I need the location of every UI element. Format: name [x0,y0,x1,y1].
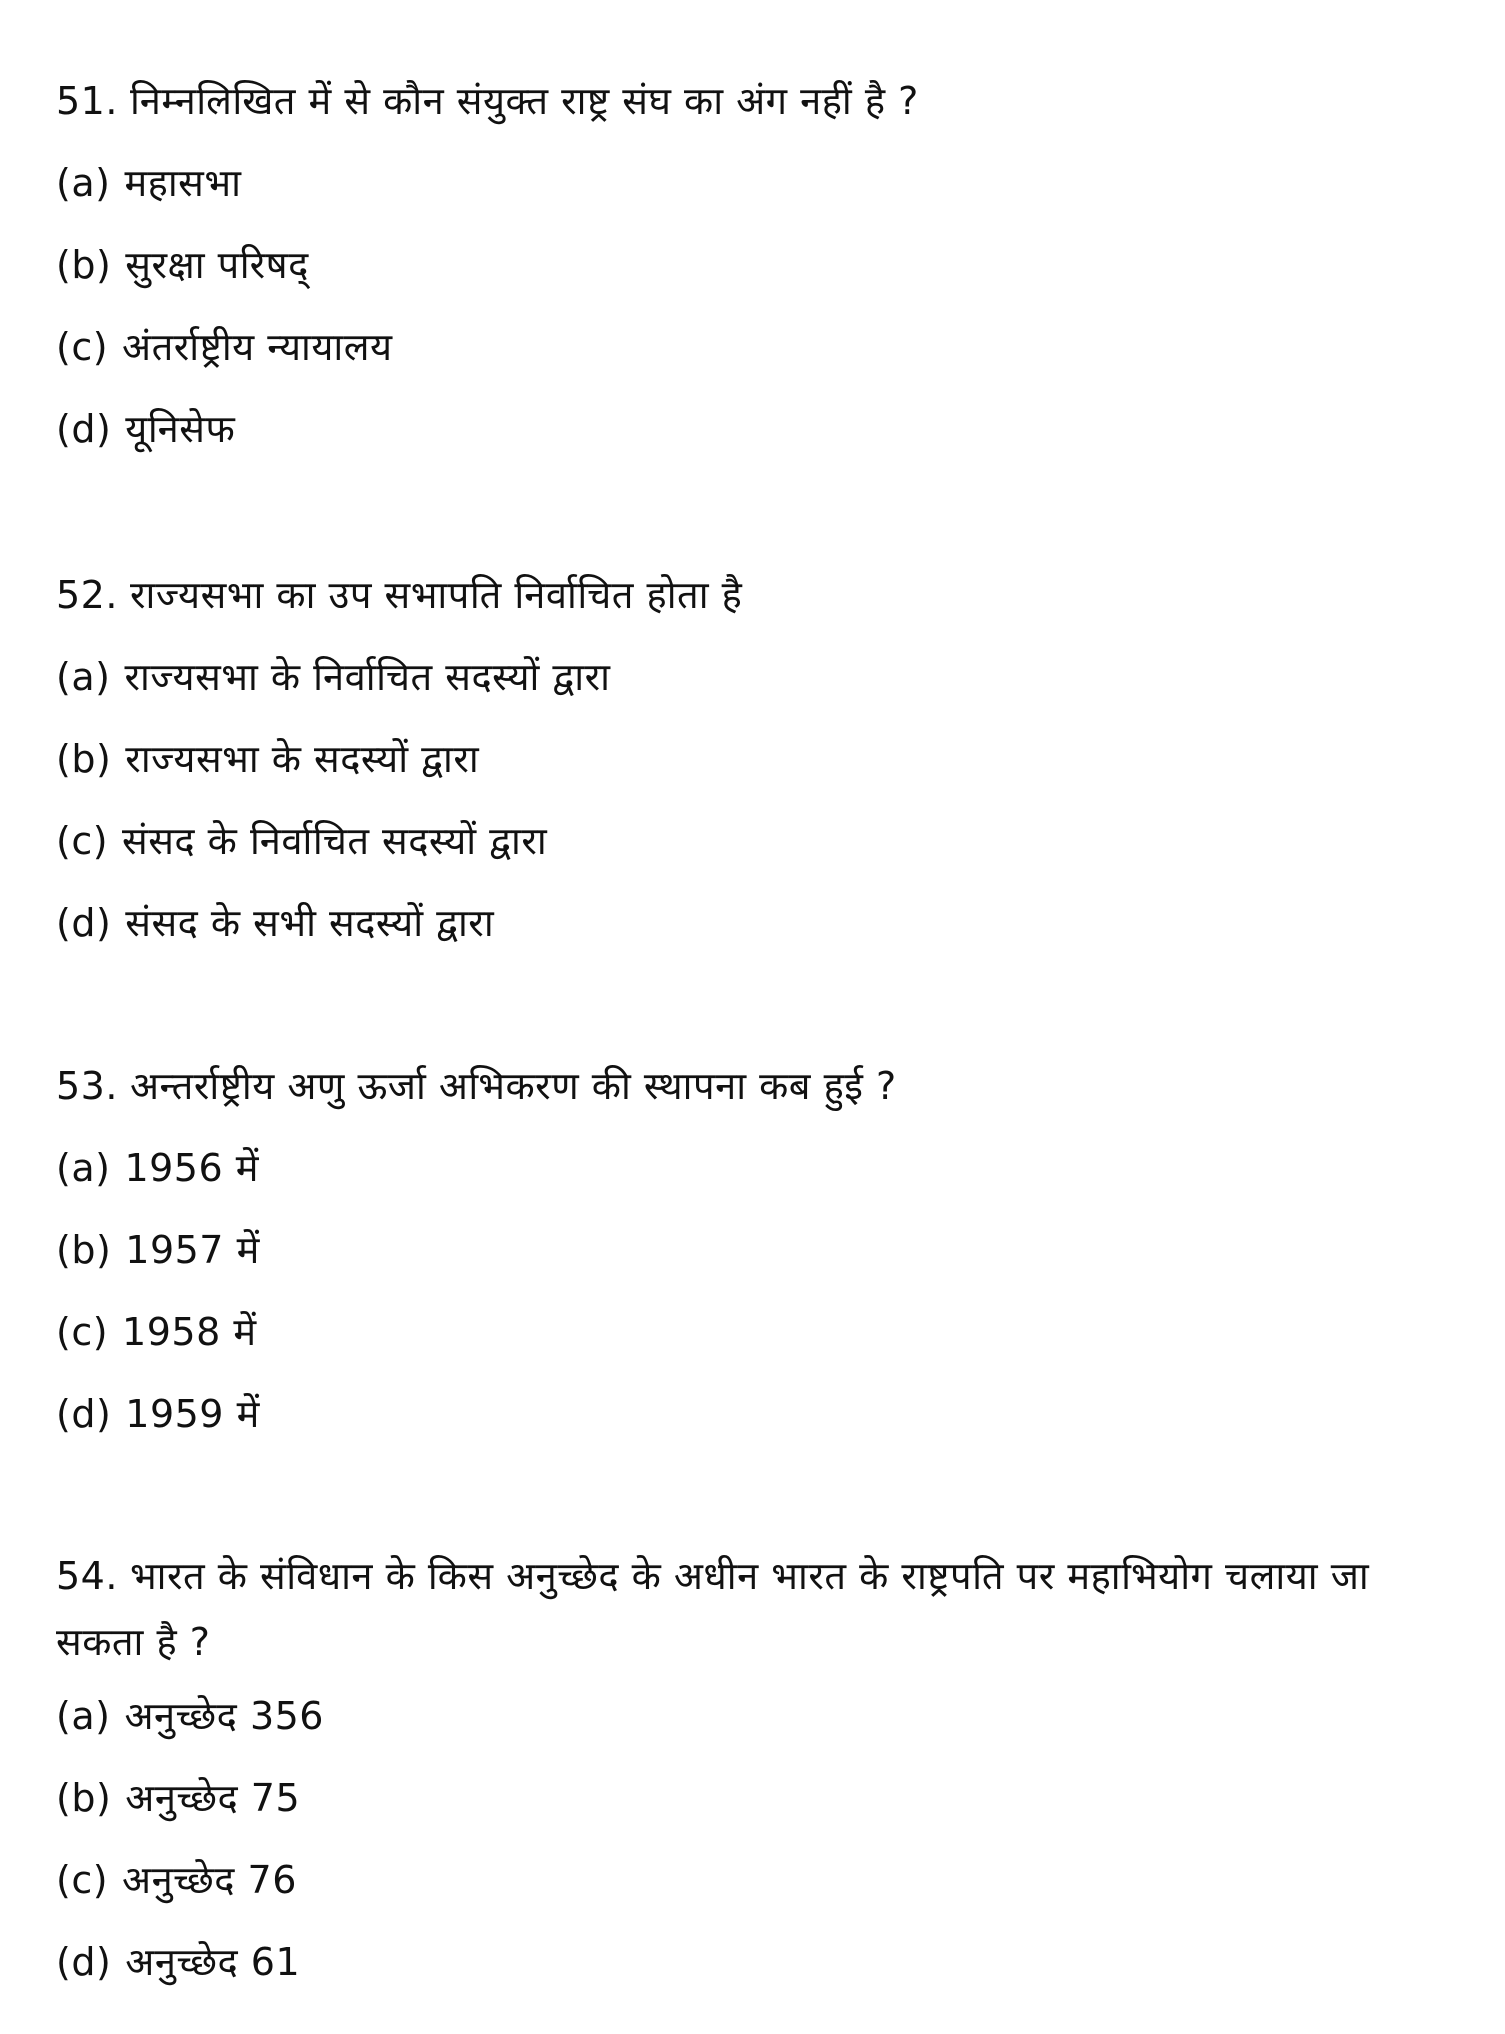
option-label: (c) [56,819,109,863]
question-stem [56,554,1445,636]
option-text: अंतर्राष्ट्रीय न्यायालय [122,325,393,369]
question-text: भारत के संविधान के किस अनुच्छेद के अधीन भारत के राष्ट्रपति पर महाभियोग चलाया जा सकता है ? [56,1554,1370,1664]
option-text: 1956 में [124,1146,259,1190]
question-stem [56,1543,1445,1675]
option-a [56,636,1445,718]
option-text: 1957 में [125,1228,260,1272]
option-c [56,306,1445,388]
option-label: (d) [56,407,112,451]
option-label: (d) [56,1940,112,1984]
option-c [56,1839,1445,1921]
option-a [56,1675,1445,1757]
question-53 [56,1045,1445,1455]
option-text: अनुच्छेद 61 [125,1940,301,1984]
option-text: 1958 में [122,1310,257,1354]
option-d [56,1373,1445,1455]
option-text: राज्यसभा के सदस्यों द्वारा [125,737,480,781]
question-number: 51. [56,79,118,123]
option-label: (a) [56,161,111,205]
question-stem [56,60,1445,142]
option-text: महासभा [124,161,242,205]
option-text: अनुच्छेद 76 [122,1858,297,1902]
option-b [56,718,1445,800]
option-d [56,882,1445,964]
question-text: राज्यसभा का उप सभापति निर्वाचित होता है [129,573,743,617]
option-text: संसद के सभी सदस्यों द्वारा [125,901,495,945]
question-stem [56,1045,1445,1127]
option-text: अनुच्छेद 75 [125,1776,301,1820]
option-label: (a) [56,1146,111,1190]
option-label: (a) [56,655,111,699]
option-a [56,142,1445,224]
option-d [56,388,1445,470]
option-text: सुरक्षा परिषद् [125,243,309,287]
option-d [56,1921,1445,2003]
question-52 [56,554,1445,964]
question-text: निम्नलिखित में से कौन संयुक्त राष्ट्र संघ का अंग नहीं है ? [129,79,919,123]
option-label: (d) [56,1392,112,1436]
option-label: (b) [56,737,112,781]
question-51 [56,60,1445,470]
option-b [56,1209,1445,1291]
question-number: 54. [56,1554,118,1598]
option-c [56,1291,1445,1373]
question-text: अन्तर्राष्ट्रीय अणु ऊर्जा अभिकरण की स्थापना कब हुई ? [129,1064,897,1108]
option-label: (b) [56,1228,112,1272]
option-c [56,800,1445,882]
question-number: 53. [56,1064,118,1108]
option-label: (b) [56,243,112,287]
option-text: संसद के निर्वाचित सदस्यों द्वारा [122,819,548,863]
option-text: अनुच्छेद 356 [124,1694,324,1738]
option-a [56,1127,1445,1209]
option-label: (d) [56,901,112,945]
option-b [56,1757,1445,1839]
option-label: (b) [56,1776,112,1820]
option-text: राज्यसभा के निर्वाचित सदस्यों द्वारा [124,655,611,699]
option-label: (c) [56,325,109,369]
option-text: यूनिसेफ [125,407,236,451]
question-number: 52. [56,573,118,617]
option-text: 1959 में [125,1392,260,1436]
option-label: (c) [56,1858,109,1902]
option-b [56,224,1445,306]
option-label: (c) [56,1310,109,1354]
question-54 [56,1543,1445,2003]
option-label: (a) [56,1694,111,1738]
